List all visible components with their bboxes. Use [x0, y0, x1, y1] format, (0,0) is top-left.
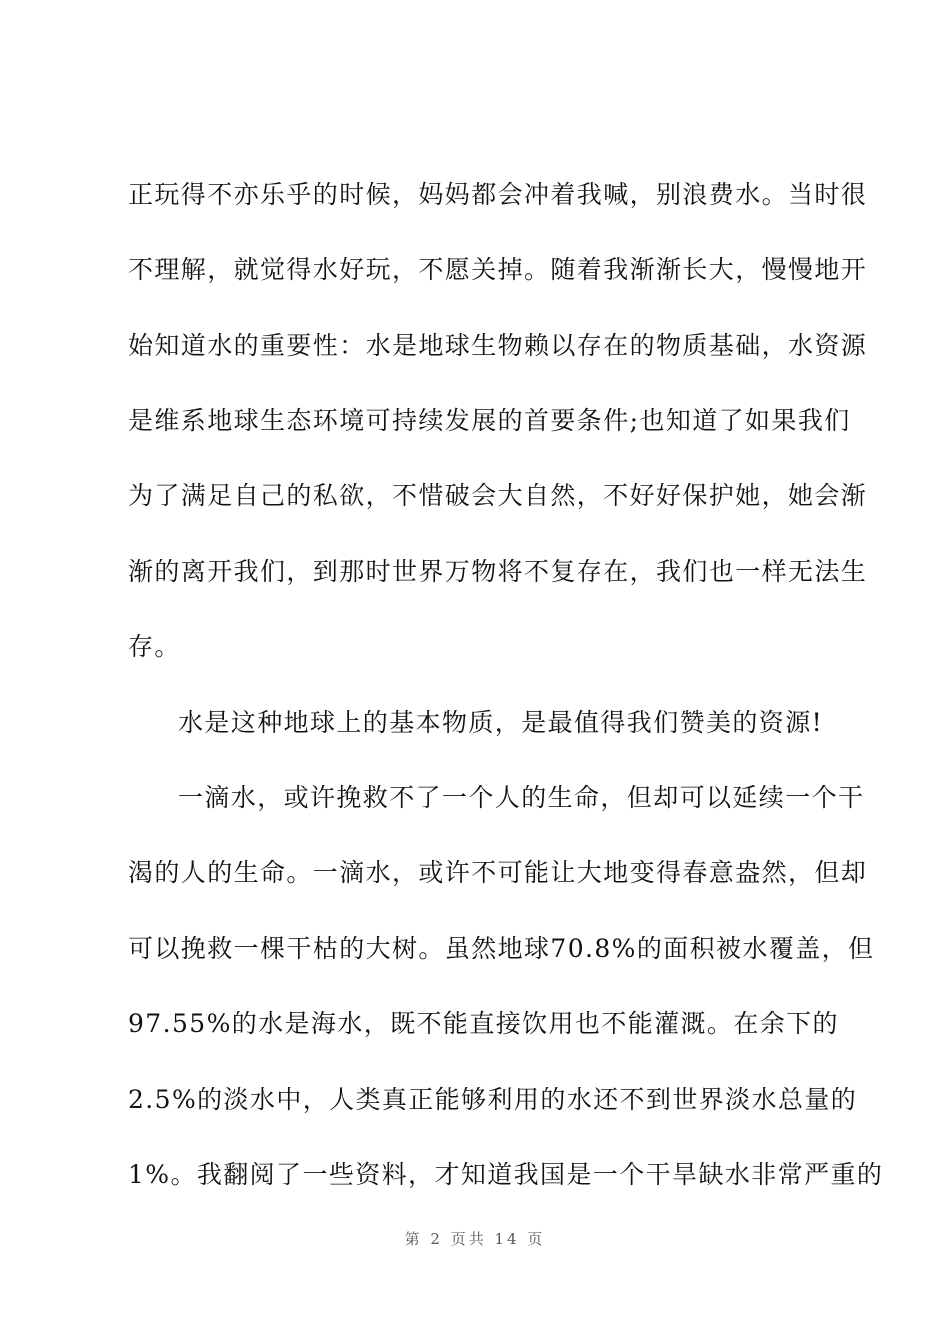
- paragraph-line: 水是这种地球上的基本物质，是最值得我们赞美的资源!: [178, 708, 824, 737]
- text-line: 为了满足自己的私欲，不惜破会大自然，不好好保护她，她会渐: [128, 481, 868, 510]
- paragraph-line: 一滴水，或许挽救不了一个人的生命，但却可以延续一个干: [178, 783, 865, 812]
- text-line: 渐的离开我们，到那时世界万物将不复存在，我们也一样无法生: [128, 557, 868, 586]
- text-line: 存。: [128, 632, 181, 661]
- text-line: 是维系地球生态环境可持续发展的首要条件;也知道了如果我们: [128, 406, 851, 435]
- text-line: 1%。我翻阅了一些资料，才知道我国是一个干旱缺水非常严重的: [128, 1160, 884, 1189]
- text-line: 始知道水的重要性：水是地球生物赖以存在的物质基础，水资源: [128, 331, 868, 360]
- text-line: 不理解，就觉得水好玩，不愿关掉。随着我渐渐长大，慢慢地开: [128, 255, 868, 284]
- text-line: 97.55%的水是海水，既不能直接饮用也不能灌溉。在余下的: [128, 1009, 839, 1038]
- text-line: 2.5%的淡水中，人类真正能够利用的水还不到世界淡水总量的: [128, 1085, 858, 1114]
- text-line: 可以挽救一棵干枯的大树。虽然地球70.8%的面积被水覆盖，但: [128, 934, 875, 963]
- page-number-footer: 第 2 页共 14 页: [404, 1230, 546, 1248]
- text-line: 渴的人的生命。一滴水，或许不可能让大地变得春意盎然，但却: [128, 858, 868, 887]
- text-line: 正玩得不亦乐乎的时候，妈妈都会冲着我喊，别浪费水。当时很: [128, 180, 868, 209]
